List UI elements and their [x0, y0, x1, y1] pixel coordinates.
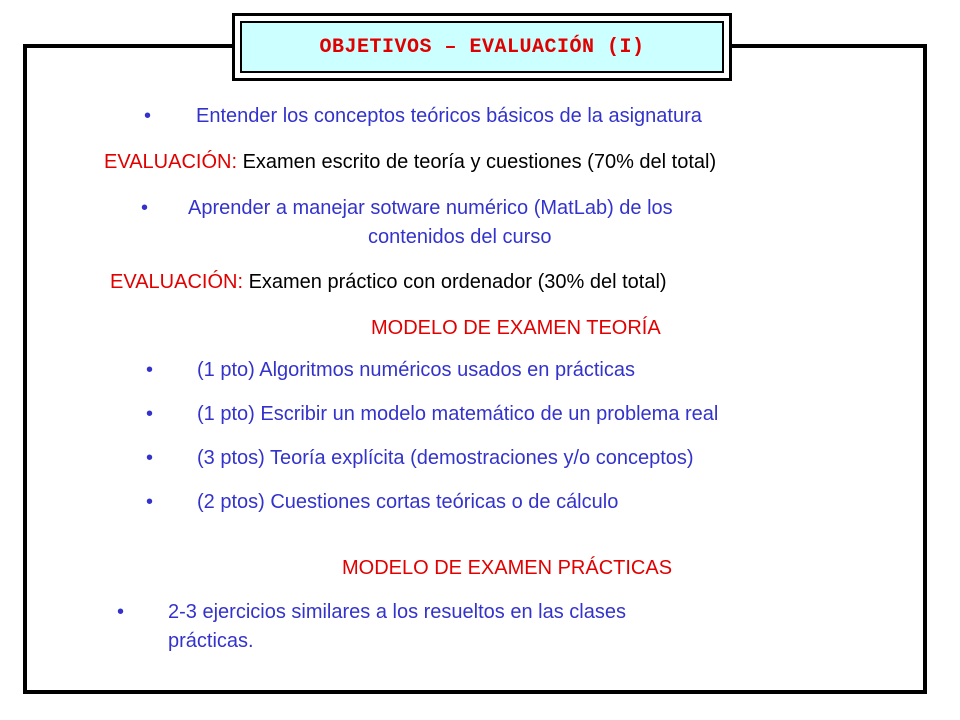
evaluation-2 — [110, 267, 667, 297]
theory-item-2: (1 pto) Escribir un modelo matemático de un problema real — [197, 403, 719, 425]
theory-item-1: (1 pto) Algoritmos numéricos usados en prácticas — [197, 359, 635, 381]
bullet-icon: • — [146, 491, 154, 513]
theory-exam-heading: MODELO DE EXAMEN TEORÍA — [371, 317, 661, 339]
objective-1-text: Entender los conceptos teóricos básicos de la asignatura — [196, 105, 702, 127]
title-box — [232, 13, 732, 81]
evaluation-1-label: EVALUACIÓN: — [104, 151, 237, 173]
practice-item-line2: prácticas. — [168, 630, 254, 652]
evaluation-1 — [104, 147, 716, 177]
evaluation-2-label: EVALUACIÓN: — [110, 271, 243, 293]
bullet-icon: • — [146, 403, 154, 425]
bullet-icon: • — [146, 447, 154, 469]
bullet-icon: • — [117, 601, 125, 623]
evaluation-2-text: Examen práctico con ordenador (30% del total) — [248, 271, 667, 293]
bullet-icon: • — [141, 197, 149, 219]
objective-2-text-line1: Aprender a manejar sotware numérico (MatLab) de los — [188, 197, 673, 219]
practice-exam-heading: MODELO DE EXAMEN PRÁCTICAS — [342, 557, 673, 579]
practice-item-line1: 2-3 ejercicios similares a los resueltos en las clases — [168, 601, 626, 623]
bullet-icon: • — [144, 105, 152, 127]
theory-item-4: (2 ptos) Cuestiones cortas teóricas o de cálculo — [197, 491, 619, 513]
bullet-icon: • — [146, 359, 154, 381]
theory-item-3: (3 ptos) Teoría explícita (demostraciones y/o conceptos) — [197, 447, 694, 469]
objective-2-text-line2: contenidos del curso — [368, 226, 552, 248]
slide-title: OBJETIVOS – EVALUACIÓN (I) — [240, 21, 724, 73]
evaluation-1-text: Examen escrito de teoría y cuestiones (70% del total) — [242, 151, 717, 173]
